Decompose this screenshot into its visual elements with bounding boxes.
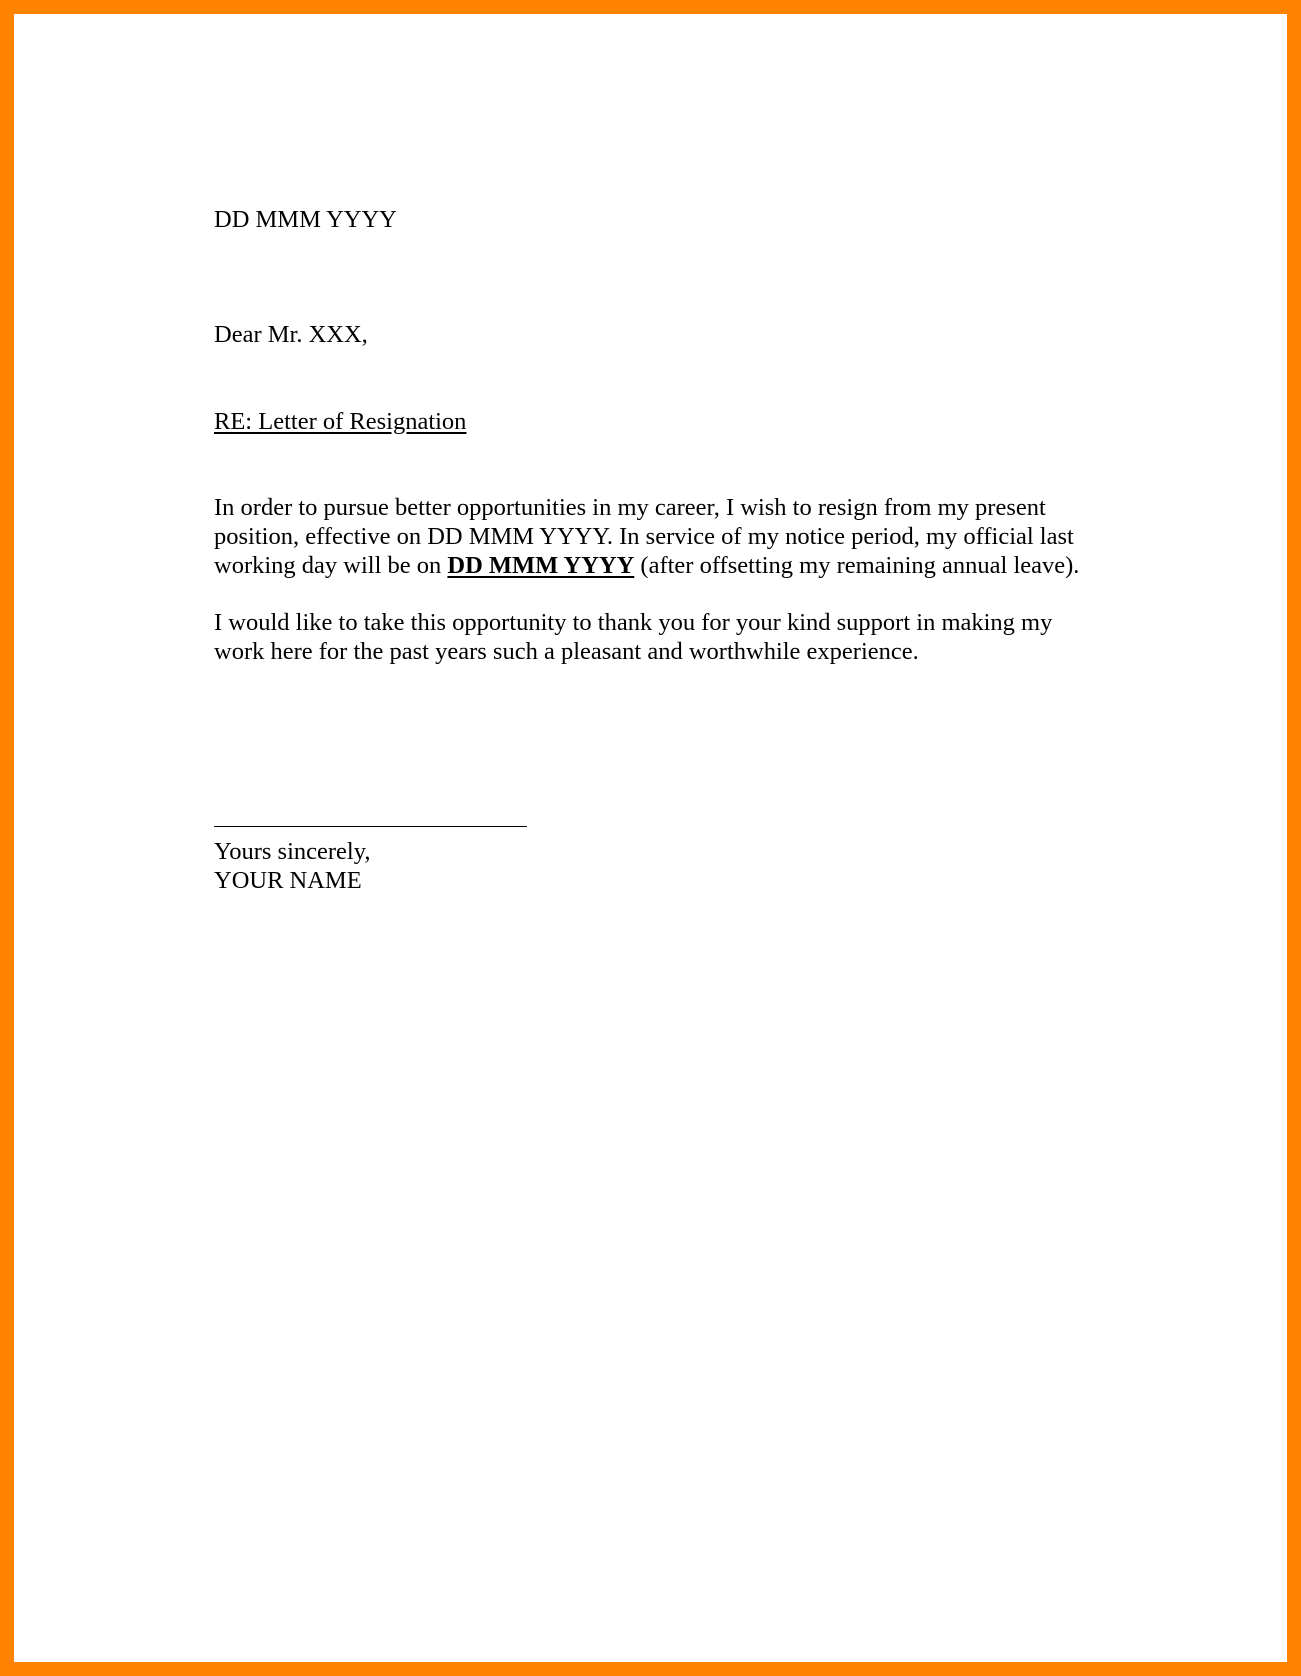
paragraph-1-line-3: [214, 551, 1079, 580]
paragraph-1-line-2: position, effective on DD MMM YYYY. In service of my notice period, my official last: [214, 523, 1074, 550]
signature-line: [214, 798, 527, 827]
letter-subject: RE: Letter of Resignation: [214, 408, 467, 435]
letter-closing: Yours sincerely,: [214, 838, 371, 865]
paragraph-1-line-1: In order to pursue better opportunities in my career, I wish to resign from my present: [214, 494, 1046, 521]
paragraph-2-line-2: work here for the past years such a pleasant and worthwhile experience.: [214, 638, 919, 665]
letter-paragraph-2: [214, 608, 1052, 666]
signature-rule: [214, 798, 527, 827]
paragraph-2-line-1: I would like to take this opportunity to thank you for your kind support in making my: [214, 609, 1053, 636]
last-working-day-date: DD MMM YYYY: [447, 552, 635, 579]
signer-name: YOUR NAME: [214, 867, 362, 894]
paragraph-1-line-3-end: (after offsetting my remaining annual leave).: [634, 552, 1080, 579]
letter-date: DD MMM YYYY: [214, 206, 397, 233]
paragraph-1-line-3-start: working day will be on: [214, 552, 448, 579]
letter-paragraph-1: [214, 493, 1079, 580]
letter-salutation: Dear Mr. XXX,: [214, 321, 368, 348]
